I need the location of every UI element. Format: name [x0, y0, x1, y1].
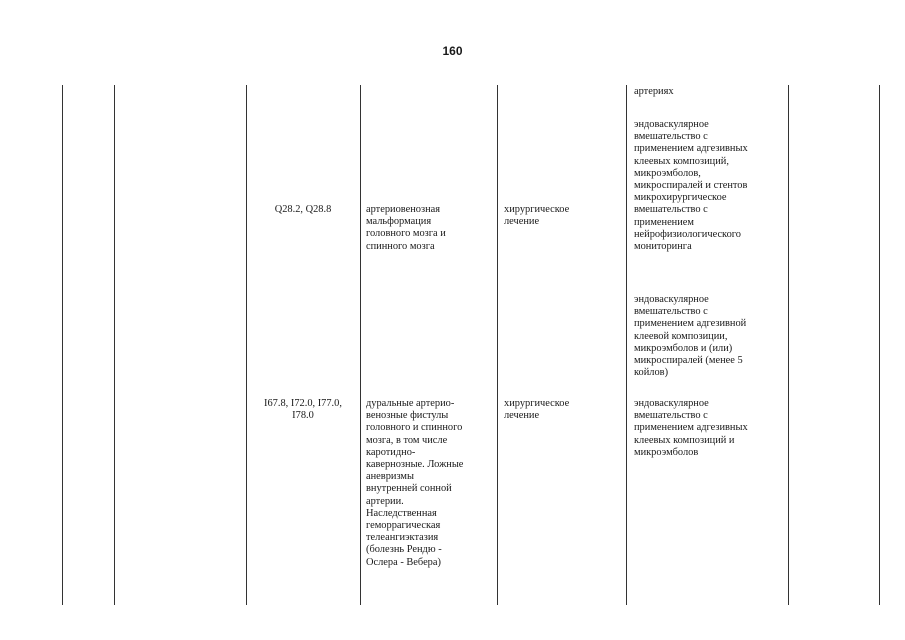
text-line: микроспиралей и стентов [634, 180, 748, 192]
text-line: мозга, в том числе [366, 434, 448, 446]
text-line: головного и спинного [366, 422, 463, 434]
text-line: хирургическое [504, 398, 570, 409]
text-line: кавернозные. Ложные [366, 459, 464, 471]
diagnosis-cell [366, 204, 446, 253]
text-line: спинного мозга [366, 240, 435, 252]
table-border-right [879, 85, 880, 605]
text-line: I78.0 [292, 410, 314, 422]
text-line: внутренней сонной [366, 483, 452, 495]
column-divider [360, 85, 361, 605]
text-line: эндоваскулярное [634, 119, 709, 130]
text-line: телеангиэктазия [366, 532, 439, 544]
text-line: применением адгезивной [634, 318, 747, 330]
text-line: артериях [634, 86, 674, 97]
text-line: артериовенозная [366, 204, 441, 215]
column-divider [497, 85, 498, 605]
treatment-method-cell [634, 119, 748, 253]
text-line: вмешательство с [634, 204, 708, 216]
text-line: нейрофизиологического [634, 228, 741, 240]
column-divider [114, 85, 115, 605]
text-line: применением адгезивных [634, 143, 748, 155]
text-line: микрохирургическое [634, 192, 727, 204]
text-line: микроспиралей (менее 5 [634, 355, 743, 367]
diagnosis-cell [366, 398, 463, 569]
treatment-method-cell [634, 398, 748, 459]
text-line: Наследственная [366, 507, 437, 519]
text-line: Ослера - Вебера) [366, 556, 441, 568]
text-line: (болезнь Рендю - [366, 544, 442, 556]
column-divider [246, 85, 247, 605]
text-line: койлов) [634, 367, 669, 379]
text-line: вмешательство с [634, 410, 708, 422]
treatment-method-cell [634, 86, 674, 98]
text-line: I67.8, I72.0, I77.0, [264, 398, 342, 409]
text-line: микроэмболов и (или) [634, 342, 733, 354]
text-line: эндоваскулярное [634, 398, 709, 409]
text-line: клеевых композиций и [634, 434, 735, 446]
text-line: лечение [504, 410, 540, 422]
text-line: артерии. [366, 495, 404, 507]
text-line: эндоваскулярное [634, 294, 709, 305]
text-line: хирургическое [504, 204, 570, 215]
text-line: мальформация [366, 216, 432, 228]
table-border-left [62, 85, 63, 605]
text-line: каротидно- [366, 446, 416, 458]
text-line: клеевых композиций, [634, 155, 729, 167]
text-line: микроэмболов, [634, 167, 701, 179]
column-divider [788, 85, 789, 605]
text-line: лечение [504, 216, 540, 228]
text-line: применением адгезивных [634, 422, 748, 434]
text-line: Q28.2, Q28.8 [274, 204, 332, 215]
icd-code-cell [246, 398, 360, 422]
text-line: геморрагическая [366, 520, 441, 532]
text-line: головного мозга и [366, 228, 446, 240]
text-line: мониторинга [634, 241, 692, 253]
text-line: аневризмы [366, 471, 414, 483]
treatment-method-cell [634, 294, 746, 379]
text-line: вмешательство с [634, 306, 708, 318]
text-line: вмешательство с [634, 131, 708, 143]
icd-code-cell [246, 204, 360, 216]
treatment-type-cell [504, 398, 569, 422]
treatment-type-cell [504, 204, 569, 228]
text-line: микроэмболов [634, 446, 699, 458]
text-line: клеевой композиции, [634, 330, 728, 342]
page-number: 160 [442, 44, 463, 58]
text-line: применением [634, 216, 694, 228]
text-line: венозные фистулы [366, 410, 449, 422]
text-line: дуральные артерио- [366, 398, 455, 409]
column-divider [626, 85, 627, 605]
